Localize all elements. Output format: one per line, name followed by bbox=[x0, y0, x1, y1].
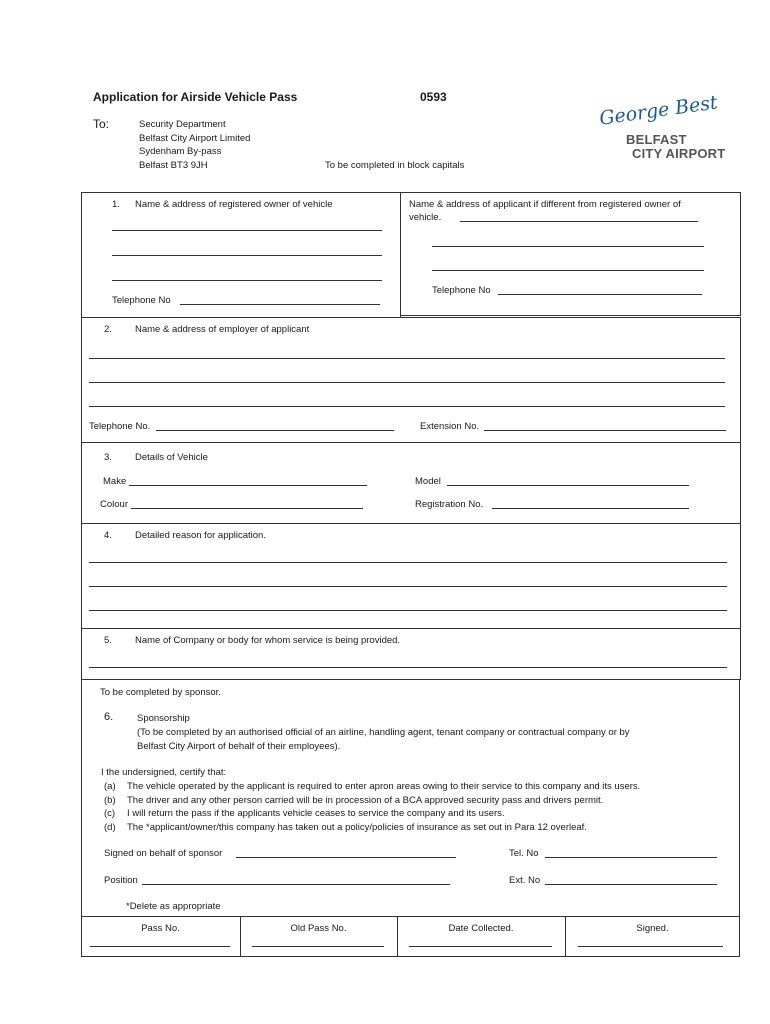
employer-address-line[interactable] bbox=[89, 382, 725, 383]
section-5-title: Name of Company or body for whom service is being provided. bbox=[135, 635, 401, 646]
item-label: (c) bbox=[104, 808, 116, 819]
old-pass-no-header: Old Pass No. bbox=[290, 923, 347, 934]
applicant-address-line[interactable] bbox=[432, 246, 704, 247]
address-line: Sydenham By-pass bbox=[139, 146, 222, 157]
applicant-name-line[interactable] bbox=[460, 221, 698, 222]
owner-address-line[interactable] bbox=[112, 230, 382, 231]
section-2-title: Name & address of employer of applicant bbox=[135, 324, 310, 335]
signed-label: Signed on behalf of sponsor bbox=[104, 848, 223, 859]
section-1-applicant-title-cont: vehicle. bbox=[409, 212, 442, 223]
signed-field-footer[interactable] bbox=[578, 946, 723, 947]
section-5-number: 5. bbox=[104, 635, 112, 646]
delete-note: *Delete as appropriate bbox=[126, 901, 221, 912]
item-text: The driver and any other person carried will be in procession of a BCA approved security pass and drivers permit. bbox=[127, 795, 604, 806]
registration-field[interactable] bbox=[492, 508, 689, 509]
form-title: Application for Airside Vehicle Pass bbox=[93, 90, 298, 104]
employer-address-line[interactable] bbox=[89, 406, 725, 407]
section-3-number: 3. bbox=[104, 452, 112, 463]
employer-telephone-field[interactable] bbox=[156, 430, 394, 431]
ext-field[interactable] bbox=[545, 884, 717, 885]
airport-logo bbox=[596, 91, 726, 164]
section-1-applicant-box bbox=[400, 192, 741, 316]
owner-telephone-field[interactable] bbox=[180, 304, 380, 305]
address-line: Belfast City Airport Limited bbox=[139, 133, 251, 144]
section-6-number: 6. bbox=[104, 711, 114, 723]
applicant-telephone-label: Telephone No bbox=[432, 285, 491, 296]
section-4-number: 4. bbox=[104, 530, 112, 541]
sponsorship-desc-cont: Belfast City Airport of behalf of their employees). bbox=[137, 741, 341, 752]
old-pass-no-field[interactable] bbox=[252, 946, 384, 947]
ext-label: Ext. No bbox=[509, 875, 541, 886]
logo-belfast: BELFAST bbox=[626, 132, 687, 147]
section-6-title: Sponsorship bbox=[137, 713, 190, 724]
sponsor-note: To be completed by sponsor. bbox=[100, 687, 221, 698]
logo-script: George Best bbox=[598, 91, 719, 130]
pass-no-header: Pass No. bbox=[141, 923, 180, 934]
logo-city-airport: CITY AIRPORT bbox=[632, 146, 726, 161]
section-3-title: Details of Vehicle bbox=[135, 452, 208, 463]
signed-field[interactable] bbox=[236, 857, 456, 858]
section-2-number: 2. bbox=[104, 324, 112, 335]
owner-address-line[interactable] bbox=[112, 255, 382, 256]
reason-line[interactable] bbox=[89, 586, 727, 587]
item-text: The *applicant/owner/this company has taken out a policy/policies of insurance as set out in Para 12 overleaf. bbox=[127, 822, 587, 833]
date-collected-field[interactable] bbox=[409, 946, 552, 947]
pass-no-field[interactable] bbox=[90, 946, 230, 947]
owner-address-line[interactable] bbox=[112, 280, 382, 281]
owner-telephone-label: Telephone No bbox=[112, 295, 171, 306]
applicant-telephone-field[interactable] bbox=[498, 294, 702, 295]
reason-line[interactable] bbox=[89, 610, 727, 611]
section-1-number: 1. bbox=[112, 199, 120, 210]
make-field[interactable] bbox=[129, 485, 367, 486]
to-label: To: bbox=[93, 117, 110, 131]
employer-extension-label: Extension No. bbox=[420, 421, 480, 432]
sponsorship-desc: (To be completed by an authorised official of an airline, handling agent, tenant company or contractual company or by bbox=[137, 727, 630, 738]
model-label: Model bbox=[415, 476, 441, 487]
signed-header: Signed. bbox=[636, 923, 669, 934]
section-1-applicant-title: Name & address of applicant if different from registered owner of bbox=[409, 199, 681, 210]
item-label: (d) bbox=[104, 822, 116, 833]
make-label: Make bbox=[103, 476, 127, 487]
address-line: Belfast BT3 9JH bbox=[139, 160, 208, 171]
date-collected-header: Date Collected. bbox=[448, 923, 514, 934]
employer-extension-field[interactable] bbox=[484, 430, 726, 431]
section-1-owner-title: Name & address of registered owner of vehicle bbox=[135, 199, 333, 210]
reason-line[interactable] bbox=[89, 562, 727, 563]
item-label: (b) bbox=[104, 795, 116, 806]
tel-label: Tel. No bbox=[509, 848, 539, 859]
certify-text: I the undersigned, certify that: bbox=[101, 767, 227, 778]
address-line: Security Department bbox=[139, 119, 226, 130]
block-capitals-instruction: To be completed in block capitals bbox=[325, 160, 465, 171]
position-field[interactable] bbox=[142, 884, 450, 885]
employer-address-line[interactable] bbox=[89, 358, 725, 359]
registration-label: Registration No. bbox=[415, 499, 484, 510]
form-number: 0593 bbox=[420, 90, 447, 104]
section-4-title: Detailed reason for application. bbox=[135, 530, 266, 541]
section-2-box bbox=[81, 317, 741, 443]
model-field[interactable] bbox=[447, 485, 689, 486]
company-line[interactable] bbox=[89, 667, 727, 668]
item-label: (a) bbox=[104, 781, 116, 792]
colour-field[interactable] bbox=[131, 508, 363, 509]
position-label: Position bbox=[104, 875, 138, 886]
colour-label: Colour bbox=[100, 499, 128, 510]
item-text: I will return the pass if the applicants vehicle ceases to service the company and its users. bbox=[127, 808, 505, 819]
tel-field[interactable] bbox=[545, 857, 717, 858]
applicant-address-line[interactable] bbox=[432, 270, 704, 271]
item-text: The vehicle operated by the applicant is required to enter apron areas owing to their service to this company and its users. bbox=[127, 781, 641, 792]
employer-telephone-label: Telephone No. bbox=[89, 421, 151, 432]
